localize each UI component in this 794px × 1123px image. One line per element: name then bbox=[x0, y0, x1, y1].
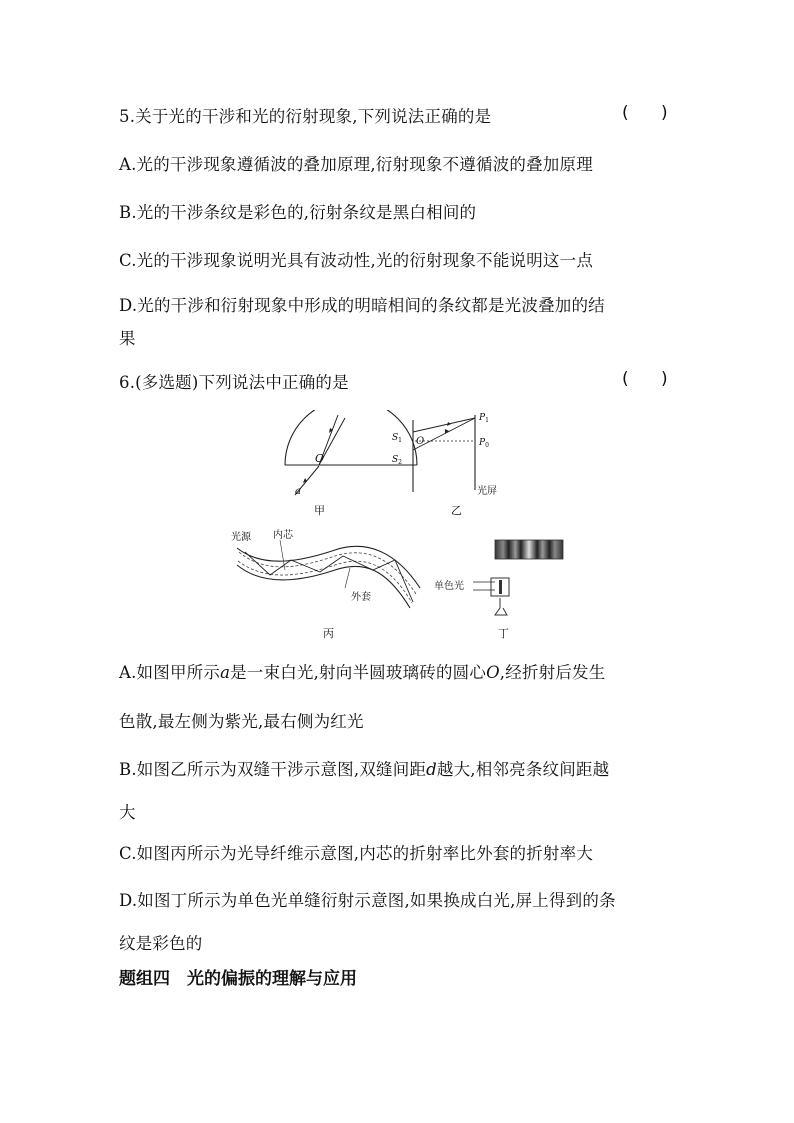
q5-stem: 5.关于光的干涉和光的衍射现象,下列说法正确的是 bbox=[119, 107, 492, 126]
core-label: 内芯 bbox=[273, 530, 293, 541]
q6-figure bbox=[225, 410, 585, 645]
core-boundary-bottom bbox=[238, 561, 412, 603]
q6-option-a-line1 bbox=[119, 659, 605, 683]
yi-caption: 乙 bbox=[451, 504, 462, 517]
q5-answer-bracket: ( ) bbox=[622, 103, 668, 123]
mono-label: 单色光 bbox=[434, 581, 464, 592]
q6-stem: 6.(多选题)下列说法中正确的是 bbox=[119, 373, 349, 392]
s2-label: $S_2$ bbox=[392, 455, 402, 466]
screen-label: 光屏 bbox=[477, 486, 497, 497]
core-leader bbox=[280, 540, 285, 570]
p0-label: $P_0$ bbox=[479, 438, 489, 449]
path-arrow-1 bbox=[447, 422, 451, 426]
jia-caption: 甲 bbox=[314, 504, 325, 517]
q6-option-d-line1: D.如图丁所示为单色光单缝衍射示意图,如果换成白光,屏上得到的条 bbox=[119, 891, 616, 910]
cladding-leader bbox=[345, 568, 350, 588]
jia-ray-label: a bbox=[295, 486, 301, 497]
diffraction-pattern bbox=[495, 540, 563, 559]
q6-option-b-var: d bbox=[426, 760, 437, 779]
q6-option-a-mid: 是一束白光,射向半圆玻璃砖的圆心 bbox=[230, 663, 487, 682]
bing-caption: 丙 bbox=[323, 627, 334, 640]
slit bbox=[499, 580, 502, 594]
q6-option-b-line1 bbox=[119, 756, 609, 780]
q5-option-a: A.光的干涉现象遵循波的叠加原理,衍射现象不遵循波的叠加原理 bbox=[119, 155, 593, 174]
o-label: O bbox=[416, 436, 425, 447]
jia-center-label: O bbox=[315, 452, 325, 465]
light-path bbox=[245, 552, 413, 602]
source-label: 光源 bbox=[231, 532, 251, 543]
q6-option-a-line2: 色散,最左侧为紫光,最右侧为红光 bbox=[119, 712, 364, 731]
section-title: 题组四 光的偏振的理解与应用 bbox=[119, 969, 357, 989]
q6-option-b-line2: 大 bbox=[119, 803, 136, 822]
q6-option-b-post: 越大,相邻亮条纹间距越 bbox=[436, 760, 610, 779]
s1-label: $S_1$ bbox=[392, 433, 402, 444]
q6-option-b-pre: B.如图乙所示为双缝干涉示意图,双缝间距 bbox=[119, 760, 427, 779]
path-s1-p1 bbox=[413, 418, 475, 432]
figure-bing bbox=[231, 528, 420, 640]
q6-option-c: C.如图丙所示为光导纤维示意图,内芯的折射率比外套的折射率大 bbox=[119, 844, 594, 863]
q6-option-a-post: ,经折射后发生 bbox=[499, 663, 606, 682]
q6-option-a-var2: O bbox=[486, 663, 500, 682]
figure-ding bbox=[434, 540, 563, 640]
q5-option-b: B.光的干涉条纹是彩色的,衍射条纹是黑白相间的 bbox=[119, 203, 477, 222]
q6-option-d-line2: 纹是彩色的 bbox=[119, 934, 203, 953]
p1-label: $P_1$ bbox=[479, 413, 489, 424]
q5-option-d-line2: 果 bbox=[119, 329, 136, 348]
q5-option-d-line1: D.光的干涉和衍射现象中形成的明暗相间的条纹都是光波叠加的结 bbox=[119, 296, 605, 315]
slit-stand bbox=[495, 598, 507, 615]
q6-answer-bracket: ( ) bbox=[622, 369, 668, 389]
cladding-label: 外套 bbox=[351, 592, 371, 603]
q6-option-a-pre: A.如图甲所示 bbox=[119, 663, 221, 682]
ding-caption: 丁 bbox=[498, 627, 509, 640]
fiber-outer-bottom bbox=[237, 565, 410, 608]
q6-option-a-var: a bbox=[220, 663, 231, 682]
q5-option-c: C.光的干涉现象说明光具有波动性,光的衍射现象不能说明这一点 bbox=[119, 251, 594, 270]
